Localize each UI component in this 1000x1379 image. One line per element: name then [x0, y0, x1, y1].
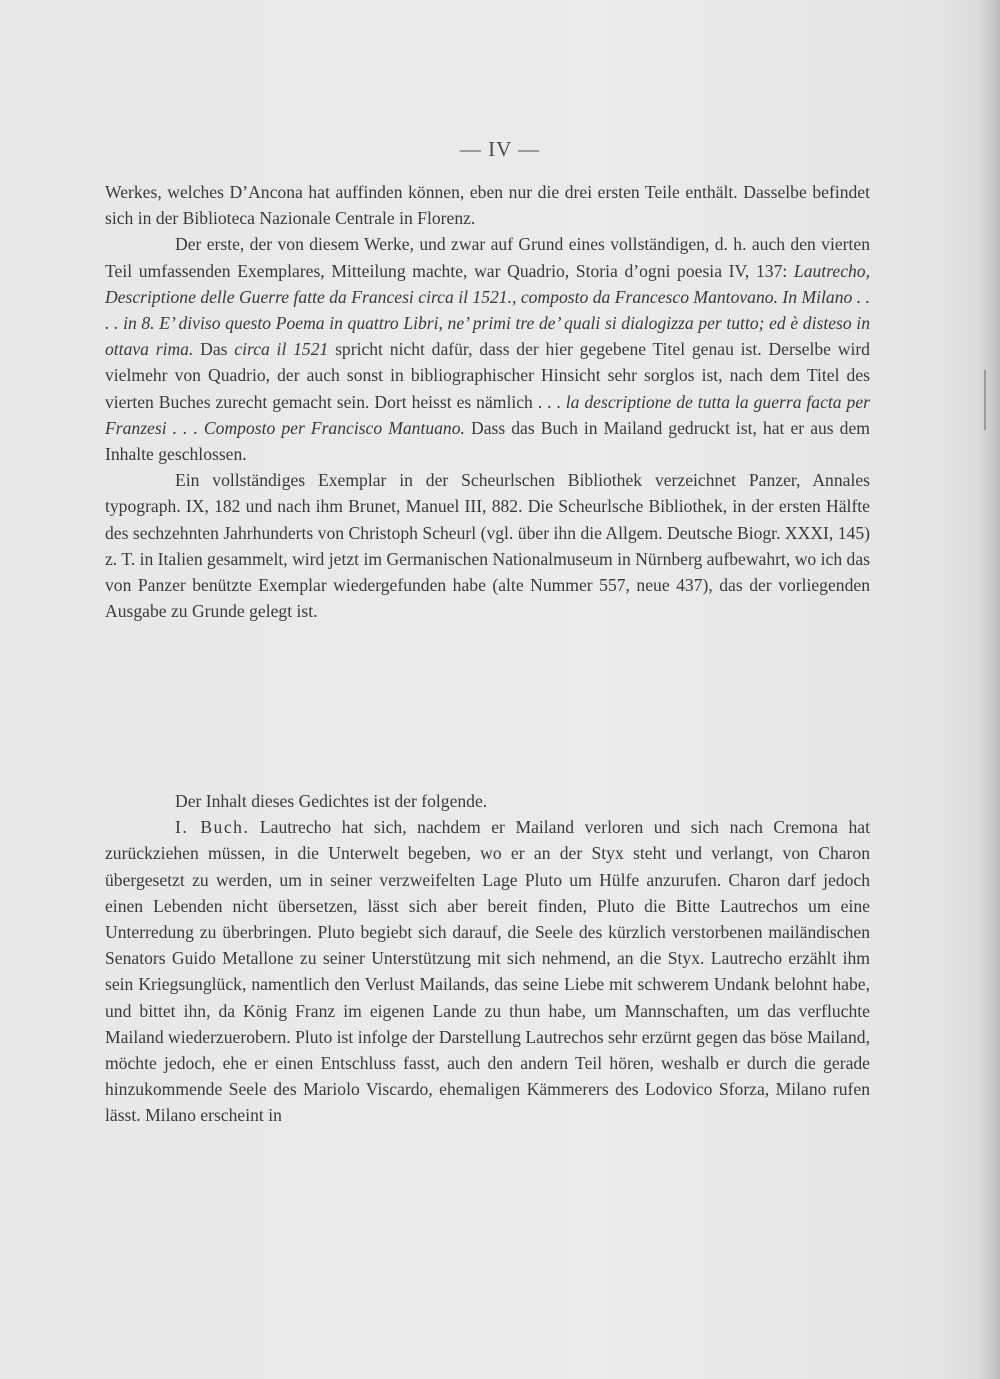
text-run: Das	[200, 339, 228, 360]
paragraph-quadrio	[105, 231, 870, 467]
italic-circa: circa il 1521	[234, 339, 329, 360]
paragraph-book-one	[105, 814, 870, 1128]
page-edge-shadow	[976, 0, 1000, 1379]
italic-quote-title: Lautrecho, Descriptione delle Guerre fatte da Francesi circa il 1521., composto da Francesco Mantovano. In Milano . . . . in 8. E’ diviso questo Poema in quattro Libri, ne’ primi tre de’ quali si dialogizza per tutto; ed è disteso in ottava rima.	[105, 260, 870, 360]
book-label: I. Buch.	[175, 817, 250, 838]
paragraph-scheurl: Ein vollständiges Exemplar in der Scheurlschen Bibliothek verzeichnet Panzer, Annales typograph. IX, 182 und nach ihm Brunet, Manuel III, 882. Die Scheurlsche Bibliothek, in der ersten Hälfte des sechzehnten Jahrhunderts von Christoph Scheurl (vgl. über ihn die Allgem. Deutsche Biogr. XXXI, 145) z. T. in Italien gesammelt, wird jetzt im Germanischen Nationalmuseum in Nürnberg aufbewahrt, wo ich das von Panzer benützte Exemplar wiedergefunden habe (alte Nummer 557, neue 437), das der vorliegenden Ausgabe zu Grunde gelegt ist.	[105, 470, 870, 622]
text-run: Dass das Buch in Mailand gedruckt ist, hat er aus dem Inhalte geschlossen.	[105, 417, 870, 465]
text-block-content-summary	[105, 788, 870, 1129]
paragraph-intro: Der Inhalt dieses Gedichtes ist der folgende.	[175, 791, 488, 811]
italic-quote-book4: la descriptione de tutta la guerra facta per Franzesi . . . Composto per Francisco Mantuano.	[105, 391, 870, 438]
text-run: Lautrecho hat sich, nachdem er Mailand verloren und sich nach Cremona hat zurückziehen müssen, in die Unterwelt begeben, wo er an der Styx steht und verlangt, von Charon übergesetzt zu werden, um in seiner verzweifelten Lage Pluto um Hülfe anzurufen. Charon darf jedoch einen Lebenden nicht übersetzen, lässt sich aber bereit finden, Pluto die Bitte Lautrechos um eine Unterredung zu überbringen. Pluto begiebt sich darauf, die Seele des kürzlich verstorbenen mailändischen Senators Guido Metallone zu seiner Unterstützung mit sich nehmend, an die Styx. Lautrecho erzählt ihm sein Kriegsunglück, namentlich den Verlust Mailands, das seine Liebe mit schwerem Undank belohnt habe, und bittet ihn, da König Franz im eigenen Lande zu thun habe, um Mannschaften, um das verfluchte Mailand wiederzuerobern. Pluto ist infolge der Darstellung Lautrechos sehr erzürnt gegen das böse Mailand, möchte jedoch, ehe er einen Entschluss fasst, auch den andern Teil hören, weshalb er durch die gerade hinzukommende Seele des Mariolo Viscardo, ehemaligen Kämmerers des Lodovico Sforza, Milano rufen lässt. Milano erscheint in	[105, 817, 870, 1126]
text-block-bibliography	[105, 179, 870, 624]
text-run: Der erste, der von diesem Werke, und zwar auf Grund eines vollständigen, d. h. auch den vierten Teil umfassenden Exemplares, Mitteilung machte, war Quadrio, Storia d’ogni poesia IV, 137:	[105, 234, 870, 281]
page-number-header: — IV —	[459, 137, 541, 161]
paragraph-continuation: Werkes, welches D’Ancona hat auffinden können, eben nur die drei ersten Teile enthält. Dasselbe befindet sich in der Biblioteca Nazionale Centrale in Florenz.	[105, 182, 870, 229]
page-edge-mark	[984, 370, 998, 430]
text-run: spricht nicht dafür, dass der hier gegebene Titel genau ist. Derselbe wird vielmehr von Quadrio, der auch sonst in bibliographischer Hinsicht sehr sorglos ist, nach dem Titel des vierten Buches zurecht gemacht sein. Dort heisst es nämlich . . .	[105, 339, 870, 412]
